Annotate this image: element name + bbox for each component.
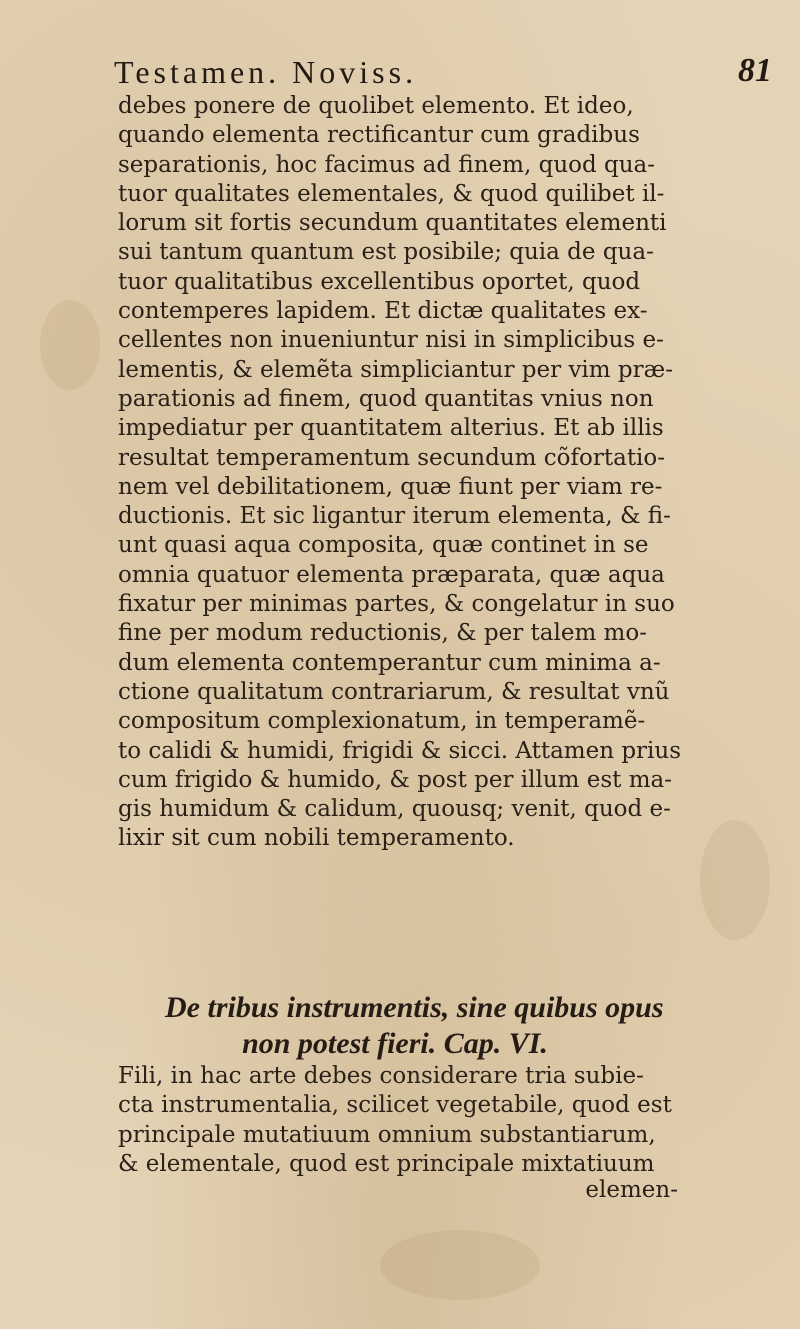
catchword: elemen- (585, 1177, 678, 1203)
chapter-heading-line: De tribus instrumentis, sine quibus opus (165, 991, 664, 1024)
text-line: tuor qualitatibus excellentibus oportet, quod (118, 268, 641, 295)
text-line: cellentes non inueniuntur nisi in simplicibus e- (118, 327, 664, 354)
paper-stain (380, 1230, 540, 1300)
running-head (100, 52, 772, 92)
text-line: gis humidum & calidum, quousq; venit, quod e- (118, 796, 671, 823)
text-line: dum elementa contemperantur cum minima a- (118, 649, 661, 676)
page-number: 81 (738, 52, 772, 89)
paper-stain (700, 820, 770, 940)
paper-stain (40, 300, 100, 390)
text-line: Fili, in hac arte debes considerare tria subie- (118, 1063, 644, 1089)
text-line: lorum sit fortis secundum quantitates elementi (118, 210, 667, 237)
running-head-title: Testamen. Noviss. (114, 54, 418, 90)
text-line: impediatur per quantitatem alterius. Et ab illis (118, 415, 664, 442)
text-line: omnia quatuor elementa præparata, quæ aqua (118, 561, 665, 588)
chapter-heading-line: non potest fieri. Cap. VI. (242, 1027, 548, 1060)
text-line: to calidi & humidi, frigidi & sicci. Attamen prius (118, 737, 682, 764)
text-line: ductionis. Et sic ligantur iterum elementa, & fi- (118, 503, 671, 530)
text-line: cum frigido & humido, & post per illum est ma- (118, 766, 673, 793)
text-line: principale mutatiuum omnium substantiarum, (118, 1121, 656, 1148)
chapter-heading (165, 990, 664, 1062)
text-line: parationis ad finem, quod quantitas vnius non (118, 385, 654, 412)
paragraph-2 (118, 1062, 678, 1179)
text-line: separationis, hoc facimus ad finem, quod qua- (118, 151, 656, 178)
text-line: & elementale, quod est principale mixtatiuum (118, 1150, 655, 1177)
paragraph-1 (118, 92, 682, 854)
text-line: quando elementa rectificantur cum gradibus (118, 122, 640, 149)
text-line: sui tantum quantum est posibile; quia de qua- (118, 239, 654, 266)
text-line: tuor qualitates elementales, & quod quilibet il- (118, 180, 665, 207)
text-line: resultat temperamentum secundum cõfortatio- (118, 444, 666, 471)
text-line: unt quasi aqua composita, quæ continet in se (118, 532, 649, 559)
text-line: fixatur per minimas partes, & congelatur in suo (118, 591, 675, 618)
text-line: lixir sit cum nobili temperamento. (118, 825, 515, 852)
text-line: cta instrumentalia, scilicet vegetabile, quod est (118, 1092, 672, 1119)
text-line: contemperes lapidem. Et dictæ qualitates ex- (118, 298, 648, 325)
text-line: lementis, & elemẽta simpliciantur per vim præ- (118, 356, 674, 383)
text-line: nem vel debilitationem, quæ fiunt per viam re- (118, 473, 663, 500)
text-line: debes ponere de quolibet elemento. Et ideo, (118, 93, 634, 119)
text-line: compositum complexionatum, in temperamẽ- (118, 708, 646, 735)
text-line: ctione qualitatum contrariarum, & resultat vnũ (118, 678, 670, 705)
text-line: fine per modum reductionis, & per talem mo- (118, 620, 647, 647)
